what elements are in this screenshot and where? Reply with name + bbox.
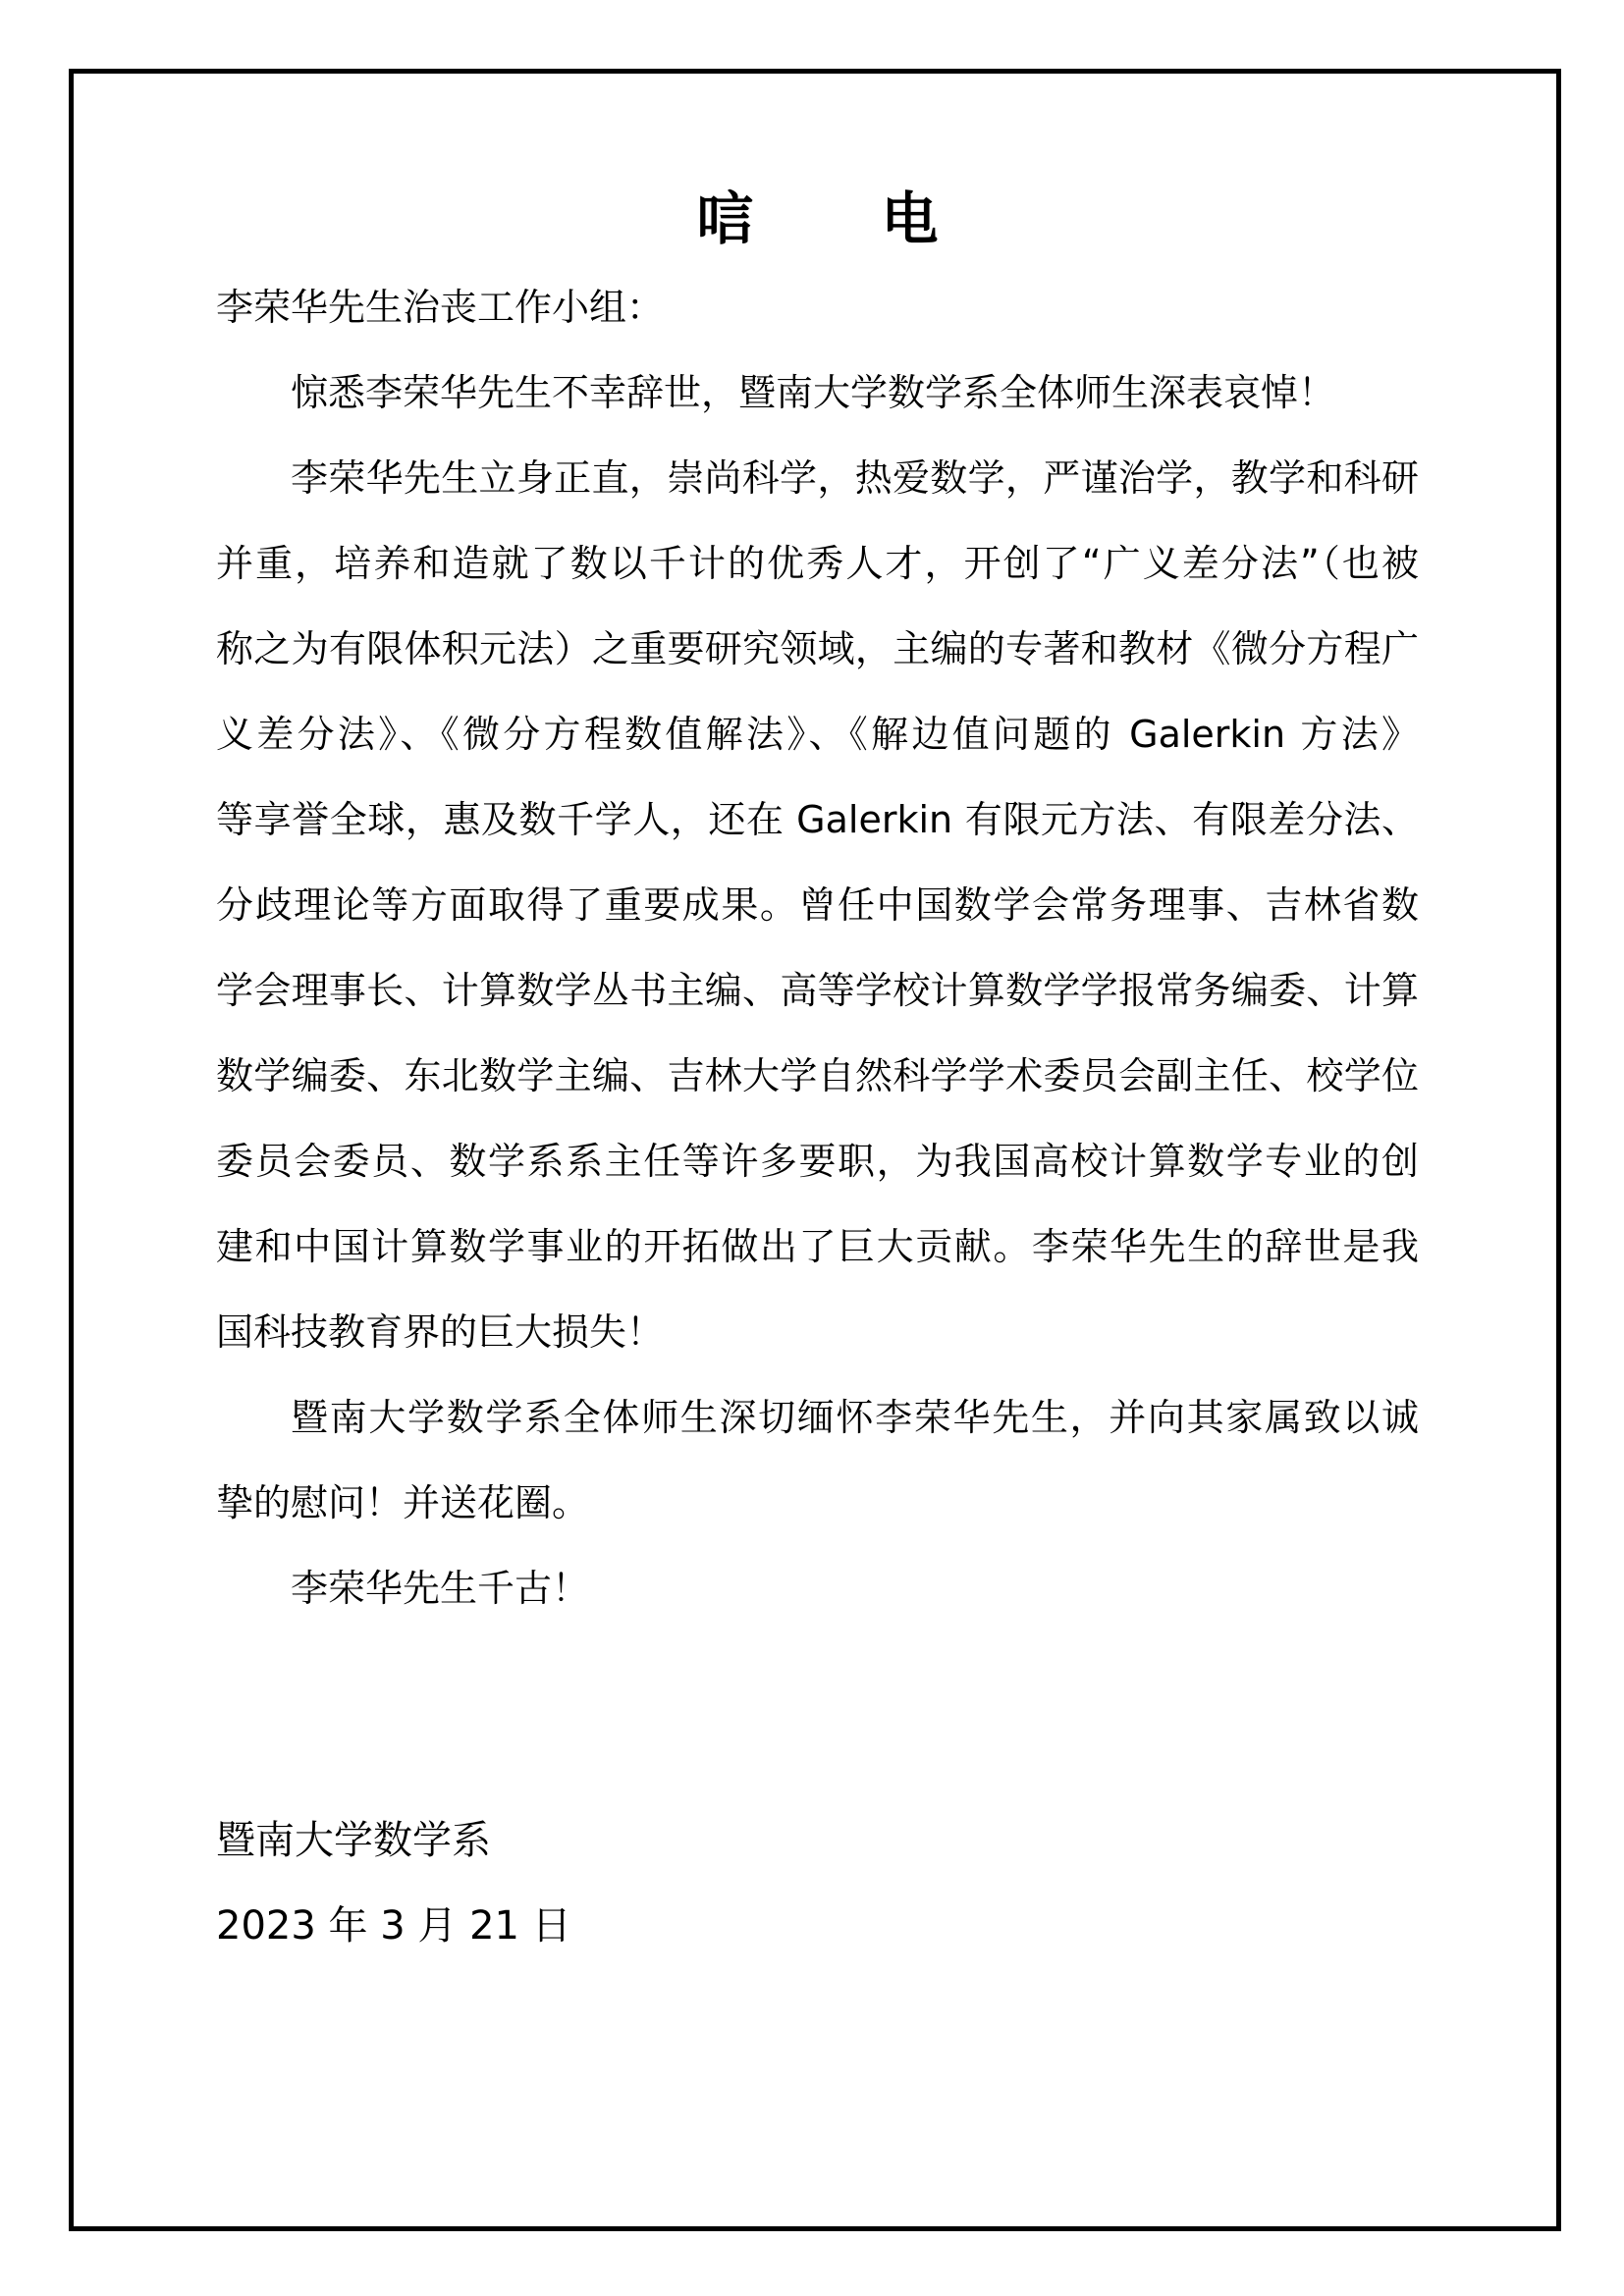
body-paragraphs xyxy=(216,350,1419,1631)
body-line: 暨南大学数学系全体师生深切缅怀李荣华先生，并向其家属致以诚 xyxy=(291,1396,1419,1439)
body-line: 等享誉全球，惠及数千学人，还在 Galerkin 有限元方法、有限差分法、 xyxy=(216,798,1419,841)
body-line: 国科技教育界的巨大损失！ xyxy=(216,1310,665,1354)
body-line: 并重，培养和造就了数以千计的优秀人才，开创了“广义差分法”（也被 xyxy=(216,542,1419,585)
body-line: 分歧理论等方面取得了重要成果。曾任中国数学会常务理事、吉林省数 xyxy=(216,883,1419,927)
body-line: 委员会委员、数学系系主任等许多要职，为我国高校计算数学专业的创 xyxy=(216,1140,1419,1183)
document-title xyxy=(216,177,1419,262)
body-line: 惊悉李荣华先生不幸辞世，暨南大学数学系全体师生深表哀悼！ xyxy=(291,371,1336,414)
salutation-line: 李荣华先生治丧工作小组： xyxy=(216,286,665,329)
letter-content xyxy=(216,0,1419,1969)
body-line: 数学编委、东北数学主编、吉林大学自然科学学术委员会副主任、校学位 xyxy=(216,1054,1419,1097)
title-char-first: 唁 xyxy=(696,186,754,252)
signature-line: 暨南大学数学系 xyxy=(216,1818,491,1863)
body-line: 李荣华先生立身正直，崇尚科学，热爱数学，严谨治学，教学和科研 xyxy=(291,456,1419,500)
body-line: 挚的慰问！并送花圈。 xyxy=(216,1481,590,1524)
body-line: 义差分法》、《微分方程数值解法》、《解边值问题的 Galerkin 方法》 xyxy=(216,713,1419,756)
body-line: 李荣华先生千古！ xyxy=(291,1567,590,1610)
title-char-second: 电 xyxy=(881,186,939,252)
date-line: 2023 年 3 月 21 日 xyxy=(216,1903,571,1949)
body-line: 学会理事长、计算数学丛书主编、高等学校计算数学学报常务编委、计算 xyxy=(216,969,1419,1012)
body-line: 称之为有限体积元法）之重要研究领域，主编的专著和教材《微分方程广 xyxy=(216,627,1419,670)
signature-block xyxy=(216,1798,1419,1969)
body-line: 建和中国计算数学事业的开拓做出了巨大贡献。李荣华先生的辞世是我 xyxy=(216,1225,1419,1268)
